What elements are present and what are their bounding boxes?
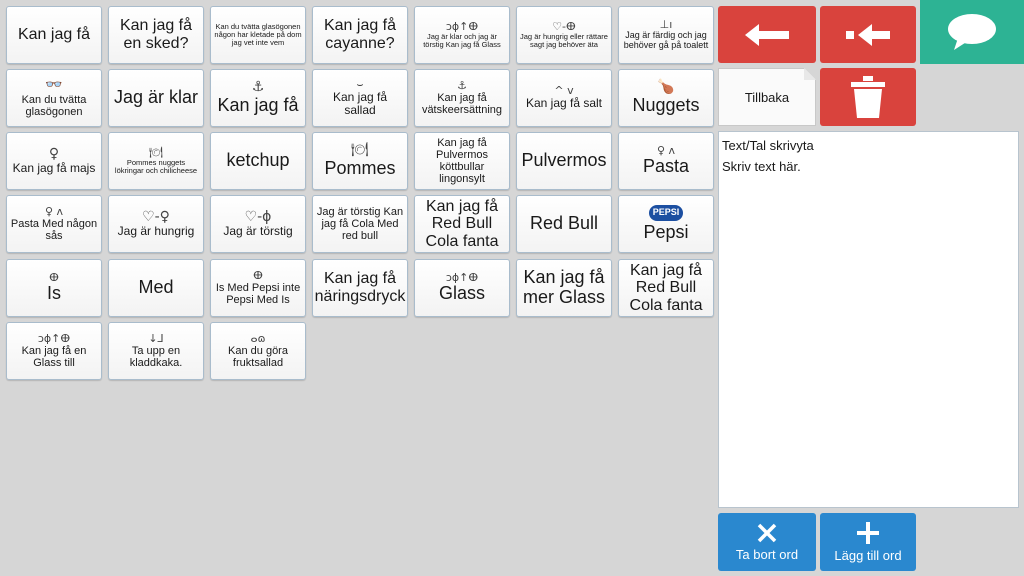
tile-label: Red Bull (529, 213, 599, 234)
phrase-tile[interactable] (6, 132, 102, 190)
arrow-left-icon (745, 24, 789, 46)
delete-word-button[interactable] (718, 513, 816, 571)
tile-label: Jag är törstig (223, 224, 293, 239)
trash-icon (851, 76, 885, 118)
phrase-tile[interactable] (108, 69, 204, 127)
tile-symbol-icon: ^ v (554, 84, 574, 98)
text-line-placeholder: Skriv text här. (722, 159, 801, 174)
tile-label: Jag är hungrig eller rättare sagt jag behöver äta (520, 31, 608, 50)
tile-label: Kan du tvätta glasögonen (21, 93, 87, 118)
phrase-tile[interactable] (618, 69, 714, 127)
tile-label: Kan jag få cayanne? (323, 17, 397, 52)
phrase-tile[interactable] (312, 132, 408, 190)
tile-label: Pulvermos (521, 150, 607, 171)
tile-label: Pasta (642, 156, 690, 177)
tile-label: Is Med Pepsi inte Pepsi Med Is (215, 281, 301, 307)
speech-bubble-icon (946, 12, 998, 52)
tile-label: Kan jag få en sked? (119, 17, 193, 52)
phrase-tile[interactable] (414, 195, 510, 253)
tile-label: Ta upp en kladdkaka. (129, 344, 183, 370)
phrase-tile[interactable] (516, 259, 612, 317)
tile-label: Jag är klar och jag är törstig Kan jag få Glass (423, 31, 501, 50)
tile-label: Kan du tvätta glasögonen någon har kletade på dom jag vet inte vem (214, 21, 302, 48)
tab-back-label: Tillbaka (744, 89, 790, 105)
phrase-tile[interactable] (210, 259, 306, 317)
phrase-tile[interactable] (210, 132, 306, 190)
phrase-tile[interactable] (618, 259, 714, 317)
phrase-tile[interactable] (618, 6, 714, 64)
phrase-tile[interactable] (312, 259, 408, 317)
tile-symbol-icon: 👓 (45, 77, 63, 94)
tile-label: ketchup (226, 150, 290, 171)
tile-symbol-icon: ⌣ (356, 77, 364, 91)
tile-label: Jag är färdig och jag behöver gå på toalett (623, 30, 709, 51)
tile-label: Kan jag få Pulvermos köttbullar lingonsylt (436, 136, 488, 186)
tile-label: Kan jag få (17, 26, 91, 44)
phrase-tile[interactable] (210, 69, 306, 127)
tile-symbol-icon: ♡-ⴲ (552, 19, 576, 33)
phrase-tile[interactable] (108, 259, 204, 317)
delete-word-back-button[interactable] (820, 6, 916, 63)
tile-symbol-icon: ⚓ (251, 79, 265, 96)
tile-label: Kan jag få vätskeersättning (421, 91, 503, 117)
tile-symbol-icon: ⊥ı (659, 18, 673, 32)
phrase-tile[interactable] (618, 195, 714, 253)
tile-symbol-icon: ♡-ɸ (244, 208, 272, 225)
tile-label: Kan jag få sallad (332, 89, 388, 118)
phrase-tile[interactable] (516, 69, 612, 127)
phrase-tile[interactable] (6, 6, 102, 64)
speak-button[interactable] (920, 0, 1024, 64)
phrase-tile[interactable] (6, 195, 102, 253)
tile-label: Glass (438, 283, 485, 304)
tile-label: Kan jag få (217, 94, 299, 115)
tile-label: Med (138, 277, 174, 298)
tile-label: Pommes (324, 157, 396, 178)
tile-label: Kan jag få mer Glass (522, 267, 605, 307)
plus-icon (857, 522, 879, 544)
phrase-tile[interactable] (618, 132, 714, 190)
tile-label: Is (46, 283, 61, 304)
tile-symbol-icon: ♀ ʌ (656, 144, 676, 158)
phrase-tile[interactable] (6, 69, 102, 127)
tile-symbol-icon: ♡-♀ (142, 208, 170, 225)
phrase-tile[interactable] (6, 259, 102, 317)
add-word-button[interactable] (820, 513, 916, 571)
text-line-title: Text/Tal skrivyta (722, 138, 814, 153)
tile-symbol-icon: 🍽 (351, 142, 369, 159)
tile-label: Kan jag få salt (525, 96, 603, 111)
tile-symbol-icon: 🍽 (149, 145, 163, 159)
tab-back[interactable] (718, 68, 816, 126)
tile-label: Kan jag få en Glass till (21, 344, 87, 370)
backspace-button[interactable] (718, 6, 816, 63)
tile-label: Kan jag få majs (12, 161, 96, 176)
phrase-tile[interactable] (108, 6, 204, 64)
tile-symbol-icon: 🍗 (657, 79, 675, 96)
clear-button[interactable] (820, 68, 916, 126)
arrow-to-left-icon (846, 24, 890, 46)
phrase-tile[interactable] (516, 132, 612, 190)
tile-symbol-icon: ♀ ʌ (44, 204, 64, 218)
phrase-tile[interactable] (210, 195, 306, 253)
tile-label: Kan du göra fruktsallad (228, 344, 288, 370)
phrase-tile[interactable] (516, 6, 612, 64)
phrase-tile[interactable] (414, 259, 510, 317)
delete-word-label: Ta bort ord (735, 546, 799, 562)
phrase-tile[interactable] (414, 69, 510, 127)
phrase-tile[interactable] (312, 195, 408, 253)
close-icon (757, 523, 777, 543)
tile-label: Jag är törstig Kan jag få Cola Med red bull (316, 205, 404, 243)
tile-symbol-icon: ⴰɷ (250, 331, 266, 345)
tile-label: Kan jag få Red Bull Cola fanta (629, 261, 703, 314)
phrase-tile[interactable] (516, 195, 612, 253)
phrase-tile[interactable] (108, 132, 204, 190)
tile-label: Nuggets (632, 94, 700, 115)
tile-label: Pasta Med någon sås (10, 217, 98, 243)
tile-symbol-icon: ⚓ (457, 78, 467, 92)
phrase-tile[interactable] (210, 322, 306, 380)
phrase-tile[interactable] (108, 322, 204, 380)
tile-symbol-icon: ↄɸ↑ⴲ (37, 331, 71, 345)
tile-label: Kan jag få Red Bull Cola fanta (425, 197, 499, 250)
phrase-tile[interactable] (6, 322, 102, 380)
tile-symbol-icon: ⴲ (49, 271, 59, 285)
phrase-tile[interactable] (108, 195, 204, 253)
tile-symbol-icon: ♀ (48, 145, 60, 162)
tile-label: Jag är hungrig (117, 224, 195, 239)
tile-symbol-icon: ⴲ (253, 268, 263, 282)
tile-label: Pepsi (643, 222, 689, 243)
phrase-tile[interactable] (312, 69, 408, 127)
add-word-label: Lägg till ord (834, 547, 902, 563)
tile-label: Pommes nuggets lökringar och chilicheese (114, 157, 198, 176)
tile-symbol-icon: ↄɸ↑ⴲ (445, 271, 479, 285)
tile-label: Kan jag få näringsdryck (314, 270, 406, 305)
tile-symbol-icon: ↓⅃ (148, 331, 164, 345)
tile-symbol-icon: PEPSI (649, 205, 684, 221)
tile-symbol-icon: ↄɸ↑ⴲ (445, 19, 479, 33)
page-fold-icon (804, 68, 816, 80)
phrase-tile[interactable] (414, 132, 510, 190)
phrase-tile[interactable] (414, 6, 510, 64)
tile-label: Jag är klar (113, 87, 199, 108)
phrase-tile[interactable] (312, 6, 408, 64)
phrase-tile[interactable] (210, 6, 306, 64)
text-writing-area[interactable] (718, 131, 1019, 508)
